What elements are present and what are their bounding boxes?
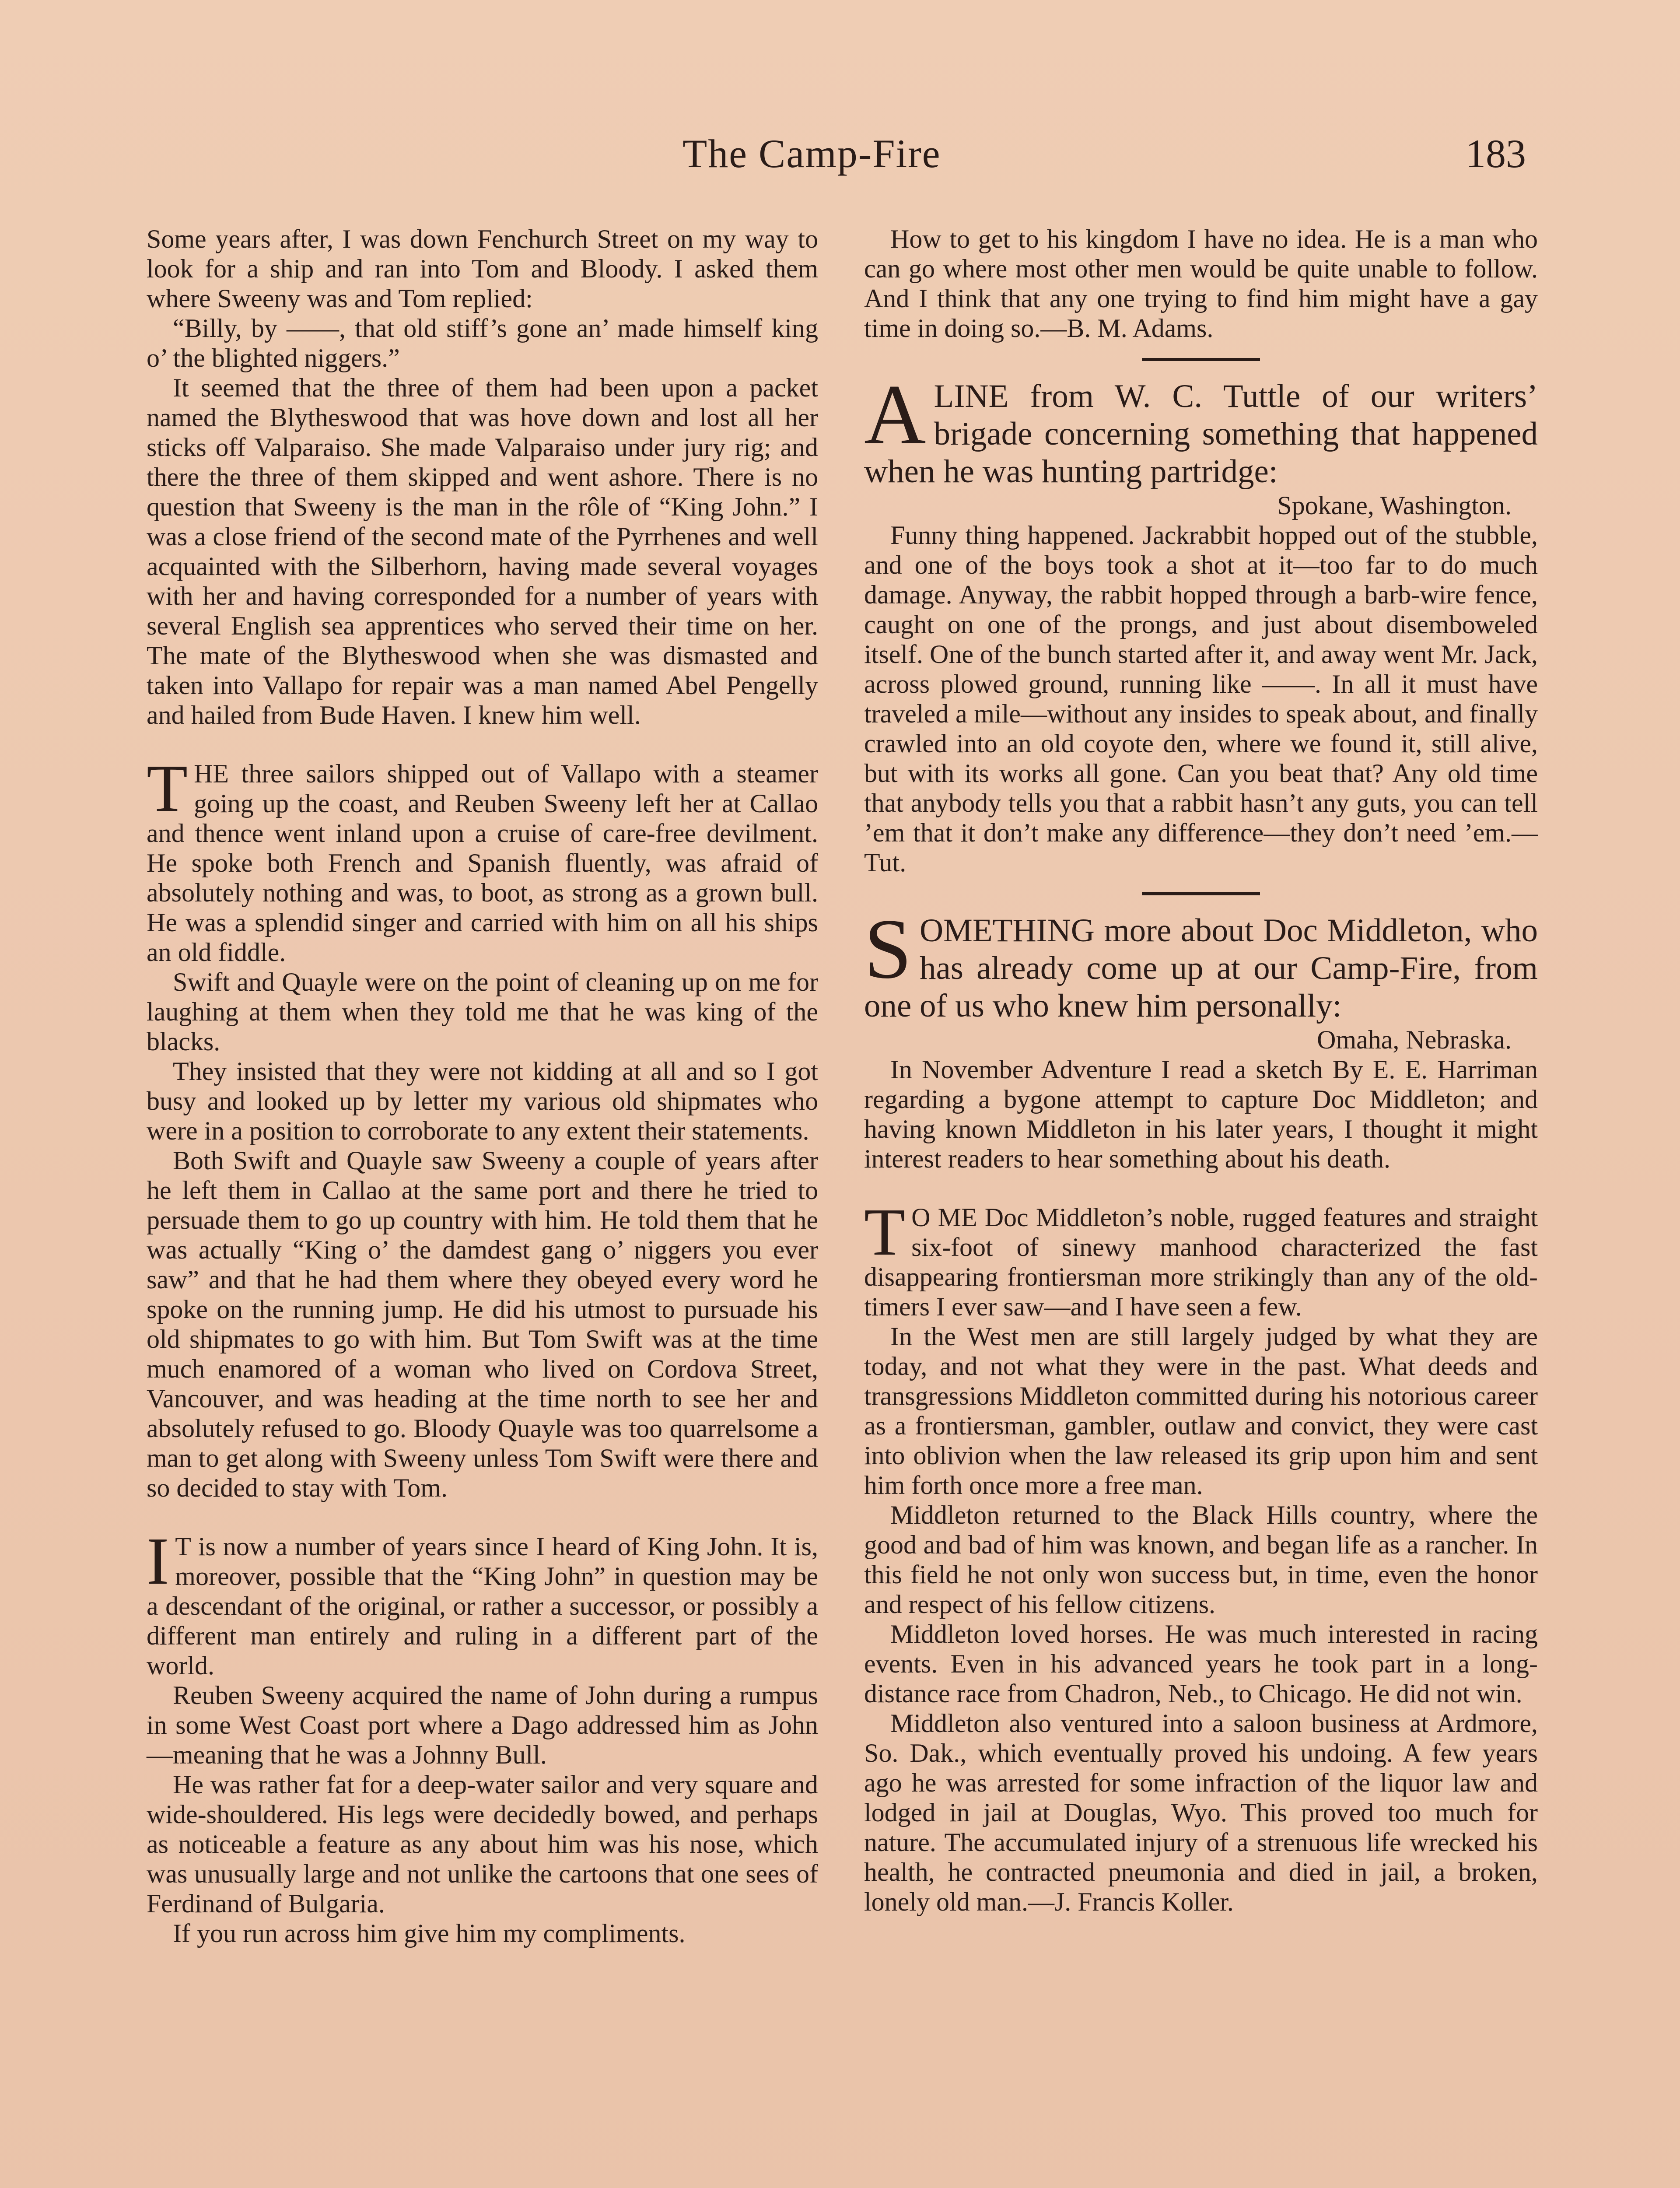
paragraph: Swift and Quayle were on the point of cleaning up on me for laughing at them when they told me that he was king of the blacks. (147, 968, 818, 1056)
drop-cap: T (864, 1195, 906, 1269)
running-head: The Camp-Fire (682, 131, 941, 176)
paragraph: Middleton also ventured into a saloon business at Ardmore, So. Dak., which eventually proved his undoing. A few years ago he was arrested for some infraction of the liquor law and lodged in jail at Douglas, Wyo. This proved too much for nature. The accumulated injury of a strenuous life wrecked his health, he contracted pneumonia and died in jail, a broken, lonely old man.—J. Francis Koller. (864, 1709, 1538, 1916)
intro-text: OMETHING more about Doc Middleton, who has already come up at our Camp-Fire, from one of us who knew him personally: (864, 912, 1538, 1024)
drop-cap: T (147, 751, 188, 826)
section-paragraph (864, 1195, 1538, 1322)
paragraph-text: T is now a number of years since I heard of King John. It is, moreover, possible that the “King John” in question may be a descendant of the original, or rather a successor, or possibly a different man entirely and ruling in a different part of the world. (147, 1532, 818, 1680)
section-paragraph (147, 751, 818, 967)
paragraph: He was rather fat for a deep-water sailor and very square and wide-shouldered. His legs were decidedly bowed, and perhaps as noticeable a feature as any about him was his nose, which was unusually large and not unlike the cartoons that one sees of Ferdinand of Bulgaria. (147, 1770, 818, 1918)
paragraph: In the West men are still largely judged by what they are today, and not what they were in the past. What deeds and transgressions Middleton committed during his notorious career as a frontiersman, gambler, outlaw and convict, they were cast into oblivion when the law released its grip upon him and sent him forth once more a free man. (864, 1322, 1538, 1500)
intro-text: LINE from W. C. Tuttle of our writers’ brigade concerning something that happened when he was hunting partridge: (864, 378, 1538, 490)
paragraph: How to get to his kingdom I have no idea. He is a man who can go where most other men would be quite unable to follow. And I think that any one trying to find him might have a gay time in doing so.—B. M. Adams. (864, 224, 1538, 343)
section-rule (1142, 892, 1260, 895)
letter-place: Spokane, Washington. (1277, 491, 1512, 520)
paragraph: Reuben Sweeny acquired the name of John during a rumpus in some West Coast port where a Dago addressed him as John—meaning that he was a Johnny Bull. (147, 1681, 818, 1769)
paragraph: “Billy, by ——, that old stiff’s gone an’ made himself king o’ the blighted niggers.” (147, 314, 818, 372)
drop-cap: S (864, 901, 912, 996)
paragraph: Some years after, I was down Fenchurch Street on my way to look for a ship and ran into Tom and Bloody. I asked them where Sweeny was and Tom replied: (147, 224, 818, 313)
section-paragraph (147, 1524, 818, 1680)
paragraph-text: O ME Doc Middleton’s noble, rugged features and straight six-foot of sinewy manhood characterized the fast disappearing frontiersman more strikingly than any of the old-timers I ever saw—and I have seen a few. (864, 1203, 1538, 1321)
letter-intro (864, 367, 1538, 491)
paragraph: Both Swift and Quayle saw Sweeny a couple of years after he left them in Callao at the same port and there he tried to persuade them to go up country with him. He told them that he was actually “King o’ the damdest gang o’ niggers you ever saw” and that he had them where they obeyed every word he spoke on the running jump. He did his utmost to pursuade his old shipmates to go with him. But Tom Swift was at the time much enamored of a woman who lived on Cordova Street, Vancouver, and was heading at the time north to see her and absolutely refused to go. Bloody Quayle was too quarrelsome a man to get along with Sweeny unless Tom Swift were there and so decided to stay with Tom. (147, 1146, 818, 1502)
paragraph: If you run across him give him my compliments. (173, 1919, 686, 1948)
letter-intro (864, 901, 1538, 1025)
page-number: 183 (1466, 131, 1526, 176)
left-column (147, 224, 818, 1948)
drop-cap: A (864, 367, 926, 462)
paragraph: Middleton loved horses. He was much interested in racing events. Even in his advanced years he took part in a long-distance race from Chadron, Neb., to Chicago. He did not win. (864, 1620, 1538, 1708)
paragraph: They insisted that they were not kidding at all and so I got busy and looked up by letter my various old shipmates who were in a position to corroborate to any extent their statements. (147, 1057, 818, 1145)
paragraph: Middleton returned to the Black Hills country, where the good and bad of him was known, and began life as a rancher. In this field he not only won success but, in time, even the honor and respect of his fellow citizens. (864, 1501, 1538, 1619)
paragraph-text: HE three sailors shipped out of Vallapo with a steamer going up the coast, and Reuben Sweeny left her at Callao and thence went inland upon a cruise of care-free devilment. He spoke both French and Spanish fluently, was afraid of absolutely nothing and was, to boot, as strong as a grown bull. He was a splendid singer and carried with him on all his ships an old fiddle. (147, 759, 818, 967)
letter-place: Omaha, Nebraska. (1317, 1025, 1512, 1054)
paragraph: It seemed that the three of them had been upon a packet named the Blytheswood that was hove down and lost all her sticks off Valparaiso. She made Valparaiso under jury rig; and there the three of them skipped and went ashore. There is no question that Sweeny is the man in the rôle of “King John.” I was a close friend of the second mate of the Pyrrhenes and well acquainted with the Silberhorn, having made several voyages with her and having corresponded for a number of years with several English sea apprentices who served their time on her. The mate of the Blytheswood when she was dismasted and taken into Vallapo for repair was a man named Abel Pengelly and hailed from Bude Haven. I knew him well. (147, 373, 818, 729)
section-rule (1142, 358, 1260, 361)
paragraph: In November Adventure I read a sketch By E. E. Harriman regarding a bygone attempt to capture Doc Middleton; and having known Middleton in his later years, I thought it might interest readers to hear something about his death. (864, 1055, 1538, 1173)
right-column (864, 224, 1538, 1917)
drop-cap: I (147, 1524, 169, 1599)
paragraph: Funny thing happened. Jackrabbit hopped out of the stubble, and one of the boys took a shot at it—too far to do much damage. Anyway, the rabbit hopped through a barb-wire fence, caught on one of the prongs, and just about disemboweled itself. One of the bunch started after it, and away went Mr. Jack, across plowed ground, running like ——. In all it must have traveled a mile—without any insides to speak about, and finally crawled into an old coyote den, where we found it, still alive, but with its works all gone. Can you beat that? Any old time that anybody tells you that a rabbit hasn’t any guts, you can tell ’em that it don’t make any difference—they don’t need ’em.—Tut. (864, 521, 1538, 877)
